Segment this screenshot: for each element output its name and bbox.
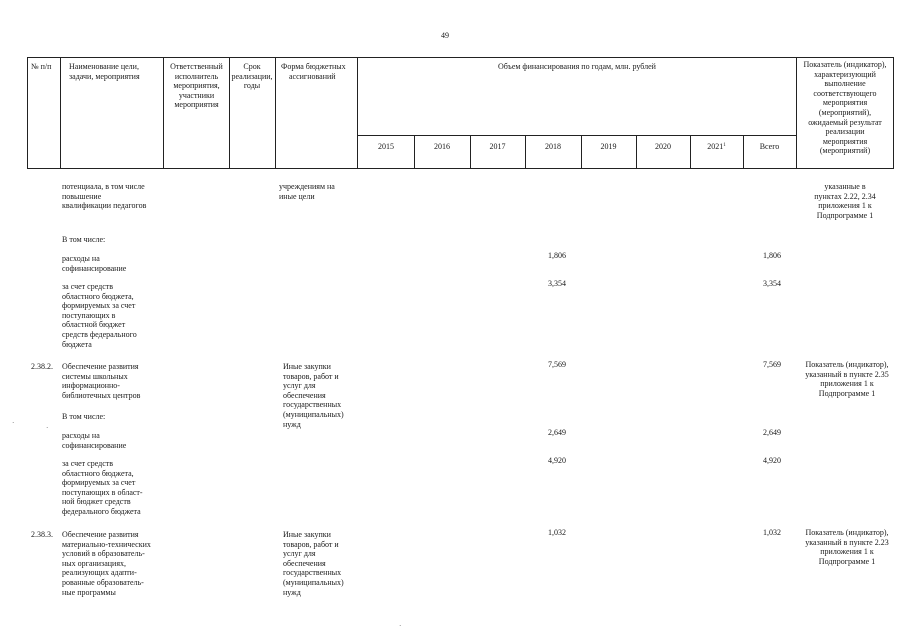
vline-4 [275,57,276,169]
cell-form: Иные закупки [283,362,331,371]
header-ind-line: характеризующий [814,69,876,79]
cell-form: государственных [283,568,342,578]
header-ind-line: реализации [825,127,865,137]
vline-10 [636,135,637,169]
cell-indicator: пунктах 2.22, 2.34 [814,191,876,201]
year-2021 [690,142,743,152]
row-including-label: В том числе: [62,235,106,244]
cell-name: условий в образователь- [62,549,145,559]
cell-form: услуг для [283,381,316,391]
header-num: № п/п [31,62,52,71]
cell-indicator: приложения 1 к [820,547,874,557]
cell-2018: 1,806 [548,251,566,260]
cell-indicator: Подпрограмме 1 [816,210,874,220]
header-form-line: Форма бюджетных [281,62,346,71]
cell-name: Обеспечение развития [62,362,139,371]
header-resp-line: исполнитель [174,71,219,81]
row-including-label: В том числе: [62,412,106,421]
cell-form: товаров, работ и [283,371,339,381]
cell-indicator: Показатель (индикатор), [805,528,889,537]
scan-speck: · [399,622,402,630]
cell-2018: 3,354 [548,279,566,288]
cell-indicator: Подпрограмме 1 [818,388,876,398]
header-form-line: ассигнований [289,71,336,81]
vline-8 [525,135,526,169]
cell-name: Обеспечение развития [62,530,139,539]
cell-indicator: Показатель (индикатор), [805,360,889,369]
cell-total: 3,354 [763,279,781,288]
vline-6 [414,135,415,169]
vline-12 [743,135,744,169]
header-ind-line: Показатель (индикатор), [803,60,887,69]
header-name-line: Наименование цели, [69,62,139,71]
cell-indicator: указанные в [824,182,866,191]
header-term-line: годы [243,81,261,91]
year-2020: 2020 [655,142,671,151]
header-ind-line: (мероприятий), [818,108,872,117]
cell-form: Иные закупки [283,530,331,539]
header-resp-line: участники [178,90,215,100]
year-2015: 2015 [378,142,394,151]
cell-form: государственных [283,400,342,410]
header-volume: Объем финансирования по годам, млн. рублей [498,62,656,71]
header-top-border [27,57,894,58]
cell-name: расходы на [62,431,100,440]
year-total: Всего [759,142,780,151]
header-ind-line: (мероприятий) [819,146,871,156]
page-number: 49 [441,31,449,40]
header-resp-line: Ответственный [170,62,223,71]
cell-name: областного бюджета, [62,291,134,301]
cell-name: формируемых за счет [62,301,136,311]
cell-name: формируемых за счет [62,478,136,488]
cell-name: расходы на [62,254,100,263]
year-2017: 2017 [489,142,506,151]
cell-form: обеспечения [283,390,326,400]
cell-name: за счет средств [62,282,114,291]
cell-name: реализующих адапти- [62,568,137,578]
cell-2018: 1,032 [548,528,566,537]
cell-2018: 7,569 [548,360,566,369]
vline-0 [27,57,28,169]
cell-indicator: приложения 1 к [820,379,874,389]
cell-name: бюджета [62,339,92,349]
header-resp-line: мероприятия, [173,81,220,91]
cell-name: федерального бюджета [62,507,141,516]
cell-name: повышение [62,191,102,201]
header-ind-line: мероприятия [822,136,868,146]
cell-name: софинансирование [62,263,127,273]
cell-name: библиотечных центров [62,390,141,400]
cell-name: рованные образователь- [62,578,144,587]
cell-form: (муниципальных) [283,410,344,419]
cell-total: 2,649 [763,428,781,437]
cell-total: 1,806 [763,251,781,260]
cell-num: 2.38.3. [31,530,53,539]
header-bottom-border [27,168,894,169]
cell-name: материально-технических [62,539,151,549]
cell-form: товаров, работ и [283,539,339,549]
cell-form: нужд [283,419,301,429]
cell-indicator: Подпрограмме 1 [818,556,876,566]
header-ind-line: соответствующего [813,88,877,98]
cell-name: квалификации педагогов [62,201,147,211]
header-ind-line: выполнение [824,79,866,89]
cell-name: информационно- [62,381,120,391]
cell-name: софинансирование [62,440,127,450]
vline-9 [581,135,582,169]
vline-7 [470,135,471,169]
cell-name: системы школьных [62,371,128,381]
cell-total: 4,920 [763,456,781,465]
cell-name: областной бюджет [62,320,126,330]
cell-name: за счет средств [62,459,114,468]
cell-2018: 2,649 [548,428,566,437]
header-name-line: задачи, мероприятия [69,71,140,81]
cell-name: ных организациях, [62,558,127,568]
vline-5 [357,57,358,169]
year-2021-footnote: 1 [723,143,726,148]
year-2019: 2019 [600,142,617,151]
cell-form: услуг для [283,549,316,559]
header-ind-line: ожидаемый результат [808,117,882,127]
year-2018: 2018 [545,142,561,151]
cell-name: ные программы [62,587,116,597]
cell-name: областного бюджета, [62,468,134,478]
cell-name: потенциала, в том числе [62,182,145,191]
cell-name: ной бюджет средств [62,497,131,507]
cell-form: иные цели [279,191,315,201]
header-ind-line: мероприятия [822,98,868,108]
header-term-line: реализации, [231,71,273,81]
vline-11 [690,135,691,169]
cell-name: средств федерального [62,330,137,339]
years-row-border [357,135,797,136]
cell-name: поступающих в [62,310,116,320]
cell-form: обеспечения [283,558,326,568]
cell-num: 2.38.2. [31,362,53,371]
header-term-line: Срок [243,62,261,71]
cell-name: поступающих в област- [62,487,143,497]
cell-form: нужд [283,587,301,597]
scan-speck: · [12,419,15,427]
cell-indicator: указанный в пункте 2.35 [805,369,889,379]
cell-form: (муниципальных) [283,578,344,587]
year-2021-label: 2021 [707,142,724,151]
cell-2018: 4,920 [548,456,566,465]
header-resp-line: мероприятия [174,100,219,110]
cell-total: 7,569 [763,360,781,369]
year-2016: 2016 [434,142,450,151]
vline-1 [60,57,61,169]
cell-indicator: указанный в пункте 2.23 [805,537,889,547]
cell-indicator: приложения 1 к [818,201,872,211]
cell-total: 1,032 [763,528,781,537]
scan-speck: · [46,424,49,432]
cell-form: учреждениям на [279,182,335,191]
